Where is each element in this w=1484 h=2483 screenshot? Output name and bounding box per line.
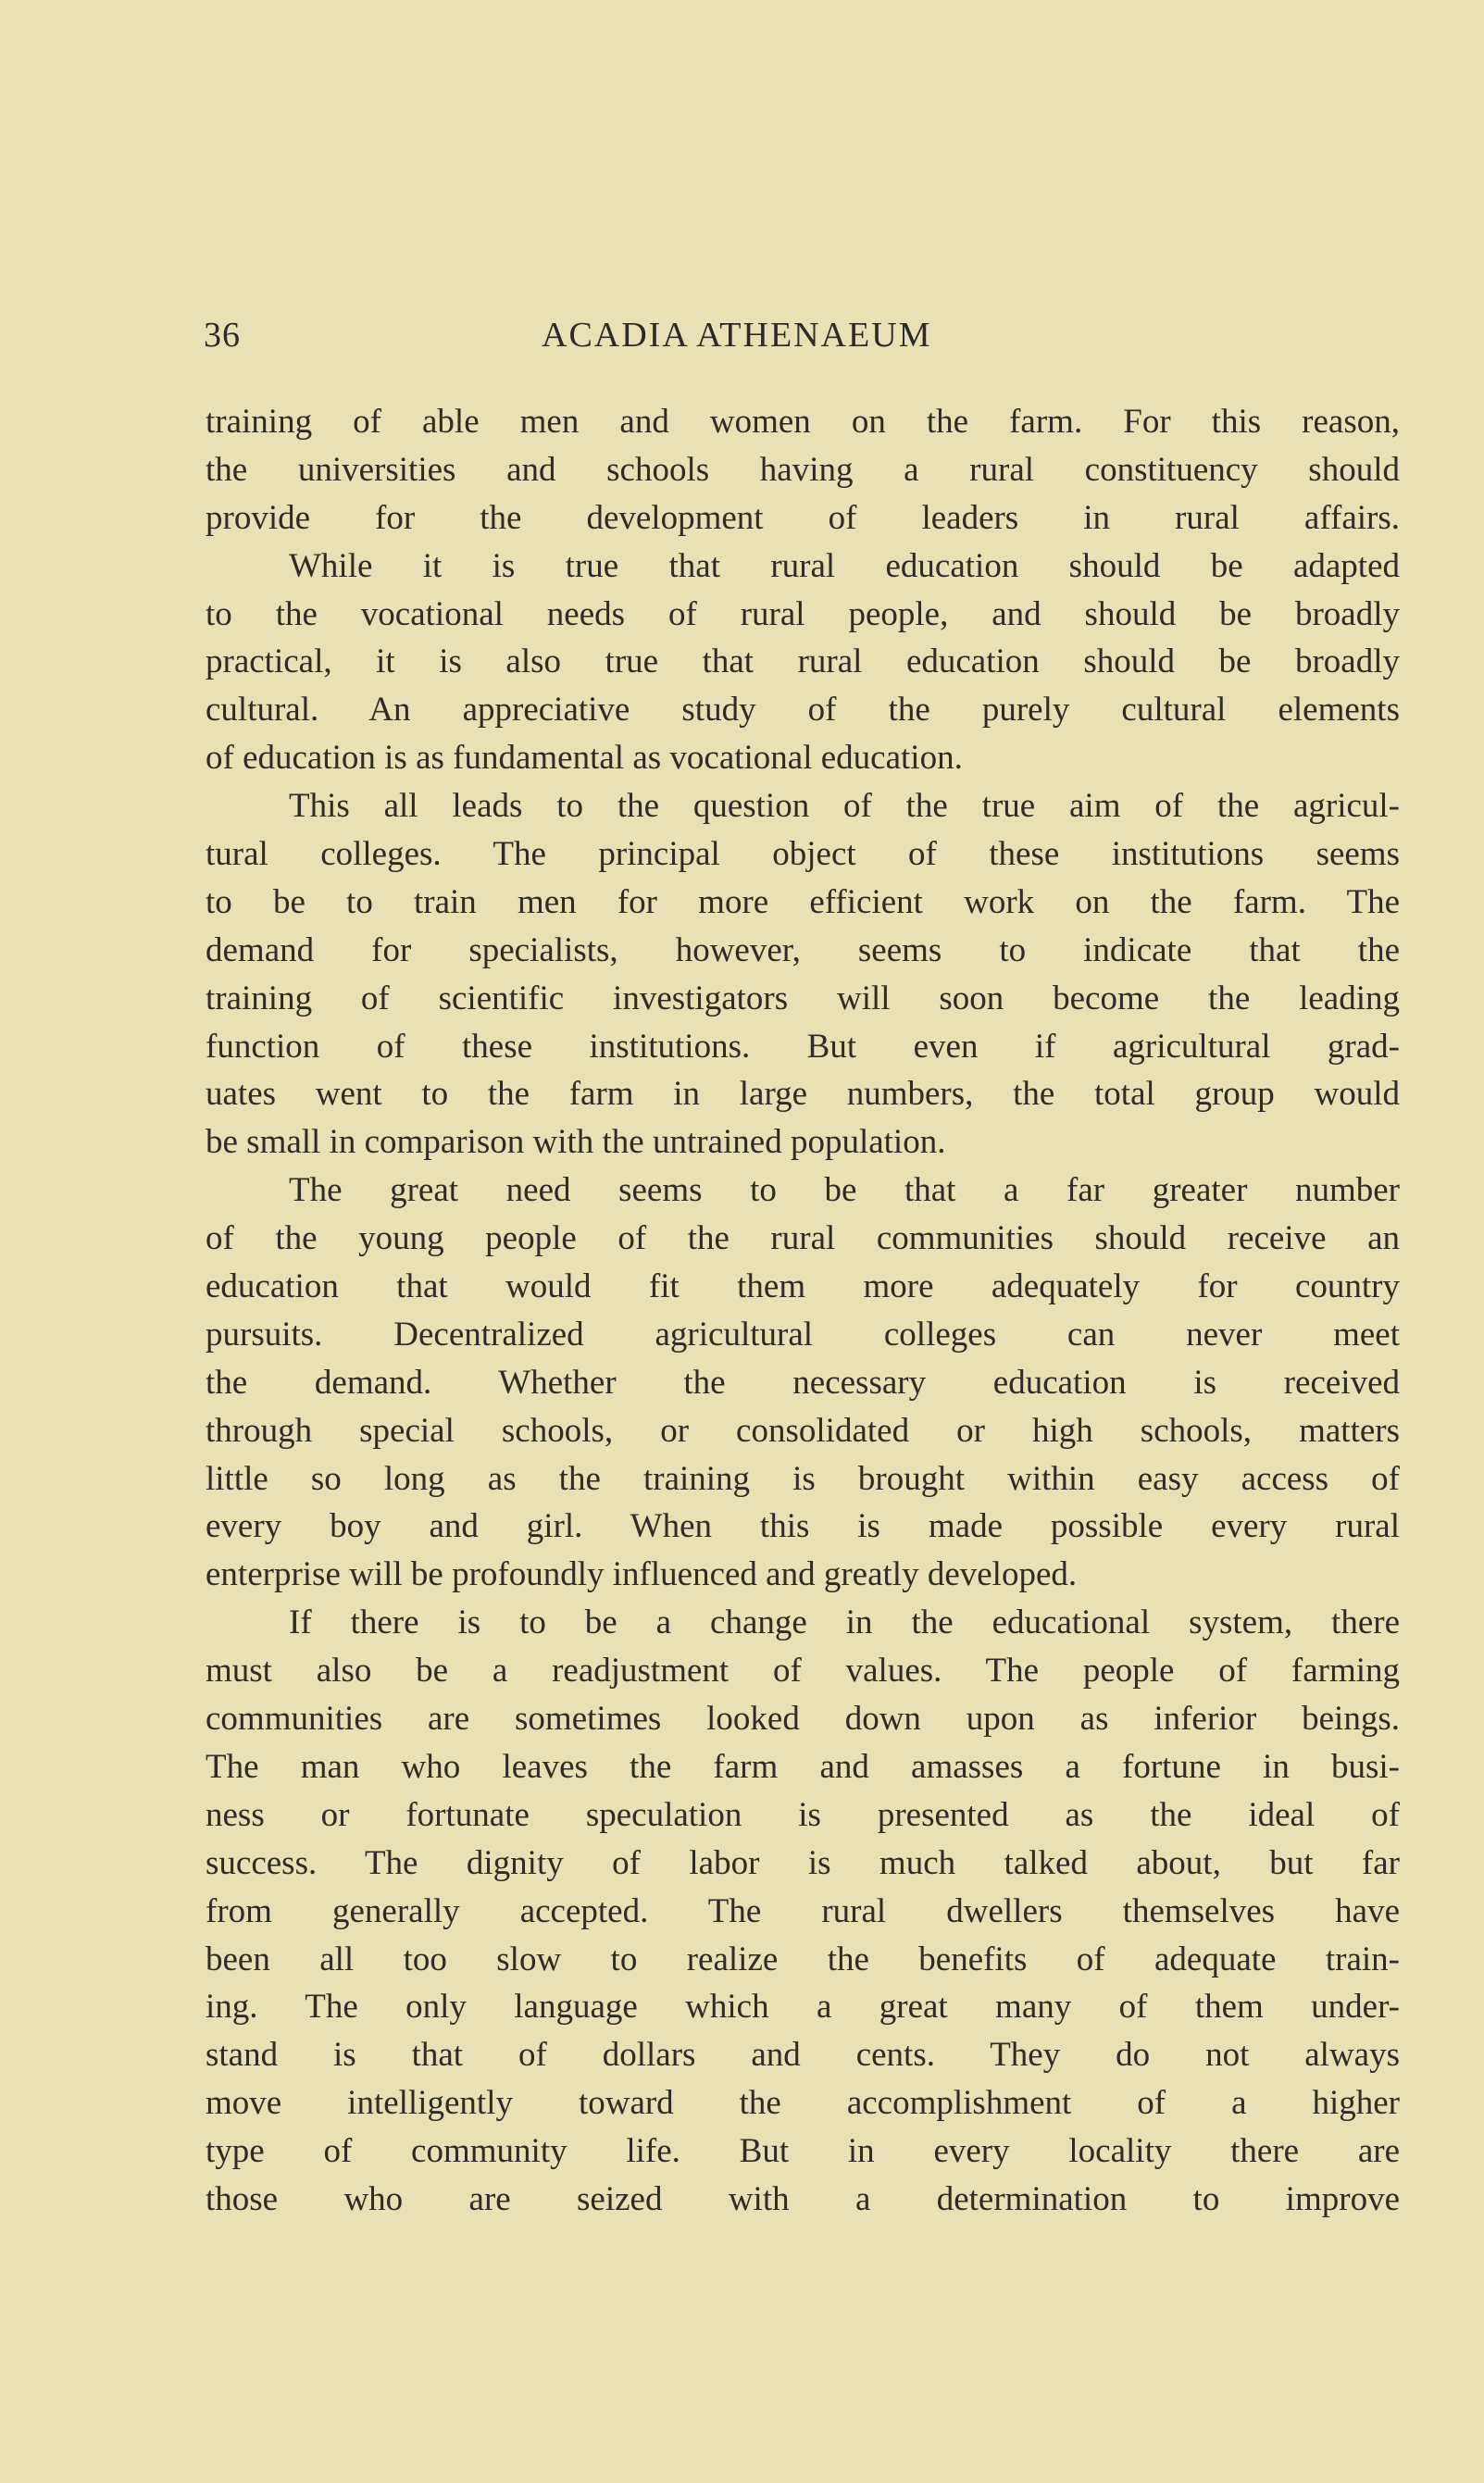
- page-header: [204, 315, 1398, 370]
- text-line: The great need seems to be that a far greater number: [289, 1171, 1400, 1210]
- text-line: uates went to the farm in large numbers, the total group would: [206, 1075, 1400, 1114]
- text-line: be small in comparison with the untrained population.: [206, 1123, 946, 1162]
- text-line: type of community life. But in every locality there are: [206, 2132, 1400, 2171]
- text-line: education that would fit them more adequately for country: [206, 1267, 1400, 1306]
- text-line: of the young people of the rural communities should receive an: [206, 1219, 1400, 1258]
- text-line: from generally accepted. The rural dwellers themselves have: [206, 1891, 1400, 1930]
- text-line: move intelligently toward the accomplishment of a higher: [206, 2084, 1400, 2123]
- page-number: 36: [204, 316, 241, 355]
- text-line: the demand. Whether the necessary education is received: [206, 1363, 1400, 1402]
- text-line: pursuits. Decentralized agricultural colleges can never meet: [206, 1315, 1400, 1354]
- text-line: been all too slow to realize the benefits of adequate train-: [206, 1940, 1400, 1978]
- text-line: provide for the development of leaders in rural affairs.: [206, 498, 1400, 537]
- text-line: This all leads to the question of the true aim of the agricul-: [289, 787, 1400, 826]
- text-line: the universities and schools having a rural constituency should: [206, 450, 1400, 489]
- running-head: ACADIA ATHENAEUM: [542, 316, 932, 355]
- text-line: those who are seized with a determination to improve: [206, 2179, 1400, 2218]
- text-line: While it is true that rural education should be adapted: [289, 546, 1400, 585]
- text-line: every boy and girl. When this is made possible every rural: [206, 1507, 1400, 1546]
- text-line: of education is as fundamental as vocational education.: [206, 739, 963, 778]
- text-line: The man who leaves the farm and amasses a fortune in busi-: [206, 1747, 1400, 1786]
- text-line: through special schools, or consolidated or high schools, matters: [206, 1411, 1400, 1450]
- text-line: stand is that of dollars and cents. They do not always: [206, 2036, 1400, 2075]
- text-line: ness or fortunate speculation is presented as the ideal of: [206, 1795, 1400, 1834]
- text-line: training of scientific investigators will soon become the leading: [206, 979, 1400, 1017]
- body-text: [206, 398, 1400, 2224]
- text-line: to the vocational needs of rural people, and should be broadly: [206, 594, 1400, 633]
- text-line: If there is to be a change in the educational system, there: [289, 1603, 1400, 1642]
- text-line: little so long as the training is brought within easy access of: [206, 1459, 1400, 1498]
- text-line: cultural. An appreciative study of the purely cultural elements: [206, 691, 1400, 730]
- text-line: communities are sometimes looked down upon as inferior beings.: [206, 1700, 1400, 1739]
- text-line: must also be a readjustment of values. The people of farming: [206, 1652, 1400, 1691]
- text-line: success. The dignity of labor is much talked about, but far: [206, 1843, 1400, 1882]
- text-line: to be to train men for more efficient work on the farm. The: [206, 882, 1400, 921]
- text-line: practical, it is also true that rural education should be broadly: [206, 643, 1400, 681]
- text-line: function of these institutions. But even if agricultural grad-: [206, 1027, 1400, 1066]
- text-line: enterprise will be profoundly influenced and greatly developed.: [206, 1555, 1078, 1594]
- text-line: training of able men and women on the farm. For this reason,: [206, 403, 1400, 441]
- text-line: tural colleges. The principal object of these institutions seems: [206, 835, 1400, 874]
- text-line: demand for specialists, however, seems to indicate that the: [206, 930, 1400, 969]
- text-line: ing. The only language which a great many of them under-: [206, 1988, 1400, 2027]
